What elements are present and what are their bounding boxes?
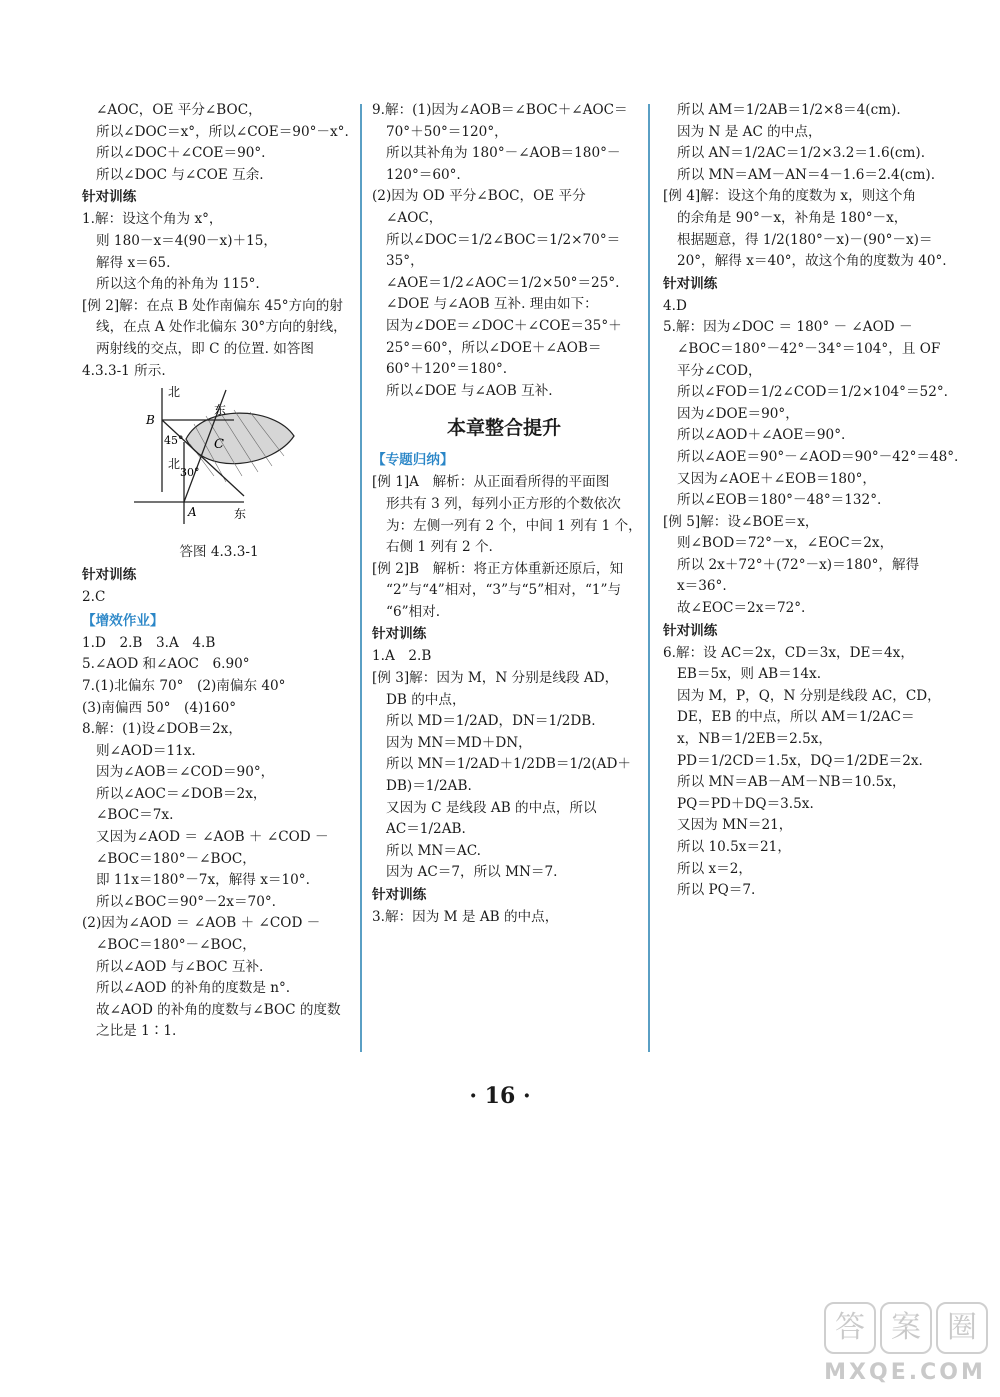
text-line: 又因为∠AOE＋∠EOB＝180°， (677, 470, 877, 487)
text-line: 20°，解得 x＝40°，故这个角的度数为 40°. (677, 253, 947, 270)
text-line: 所以 MN＝1/2AD＋1/2DB＝1/2(AD＋ (386, 756, 631, 773)
text-line: [例 3]解：因为 M，N 分别是线段 AD， (372, 670, 619, 687)
text-line: (3)南偏西 50° (4)160° (82, 699, 237, 716)
label-point-a: A (188, 505, 197, 520)
column-right (663, 100, 959, 902)
text-line: 所以这个角的补角为 115°. (96, 276, 260, 293)
text-line: 线，在点 A 处作北偏东 30°方向的射线， (96, 319, 347, 336)
text-block (372, 907, 636, 929)
text-line: 所以∠DOC＋∠COE＝90°. (96, 145, 266, 162)
text-line: 两射线的交点，即 C 的位置. 如答图 (96, 340, 314, 357)
text-line: [例 5]解：设∠BOE＝x， (663, 513, 819, 530)
text-line: 又因为∠AOD ＝ ∠AOB ＋ ∠COD － (96, 829, 329, 846)
text-line: 所以∠DOC＝x°，所以∠COE＝90°－x°. (96, 123, 349, 140)
text-line: 所以 x＝2， (677, 860, 753, 877)
text-line: 所以 10.5x＝21， (677, 839, 791, 855)
text-line: 根据题意，得 1/2(180°－x)－(90°－x)＝ (677, 231, 933, 248)
text-line: 所以 AN＝1/2AC＝1/2×3.2＝1.6(cm). (677, 145, 926, 162)
text-line: 6.解：设 AC＝2x，CD＝3x，DE＝4x， (663, 644, 914, 661)
text-block (82, 209, 350, 382)
text-line: [例 2]解：在点 B 处作南偏东 45°方向的射 (82, 297, 343, 314)
text-line: 所以 AM＝1/2AB＝1/2×8＝4(cm). (677, 102, 901, 118)
text-line: 因为∠AOB＝∠COD＝90°， (96, 764, 275, 781)
text-line: 所以 2x＋72°＋(72°－x)＝180°，解得 (677, 556, 920, 573)
text-line: 因为 AC＝7，所以 MN＝7. (386, 864, 558, 881)
text-line: 故∠EOC＝2x＝72°. (677, 600, 806, 617)
text-line: 所以其补角为 180°－∠AOB＝180°－ (386, 145, 621, 162)
text-line: 因为∠DOE＝∠DOC＋∠COE＝35°＋ (386, 317, 622, 334)
text-line: [例 4]解：设这个角的度数为 x，则这个角 (663, 188, 917, 205)
text-block (663, 100, 947, 273)
text-line: 之比是 1∶1. (96, 1023, 177, 1040)
text-line: 8.解：(1)设∠DOB＝2x， (82, 721, 242, 738)
label-point-c: C (214, 437, 224, 453)
text-line: 的余角是 90°－x，补角是 180°－x， (677, 209, 908, 226)
text-line: 为：左侧一列有 2 个，中间 1 列有 1 个， (386, 517, 642, 534)
text-line: 因为∠DOE＝90°， (677, 405, 799, 422)
text-line: 120°＝60°. (386, 166, 461, 183)
text-line: DB)＝1/2AB. (386, 778, 472, 795)
text-block (372, 646, 636, 884)
text-line: 所以∠DOC 与∠COE 互余. (96, 166, 264, 183)
text-block (82, 633, 350, 1043)
section-heading: 针对训练 (82, 189, 137, 206)
text-line: 3.解：因为 M 是 AB 的中点， (372, 909, 559, 925)
text-line: 所以∠FOD＝1/2∠COD＝1/2×104°＝52°. (677, 384, 948, 401)
text-line: 所以 MD＝1/2AD，DN＝1/2DB. (386, 713, 596, 730)
text-line: ∠BOC＝180°－∠BOC， (96, 850, 256, 867)
watermark-glyph: 答 (824, 1302, 876, 1354)
text-line: 则∠AOD＝11x. (96, 742, 196, 759)
section-heading: 针对训练 (663, 622, 718, 639)
text-line: 平分∠COD， (677, 362, 762, 379)
column-divider (360, 104, 362, 1052)
text-line: DE，EB 的中点，所以 AM＝1/2AC＝ (677, 709, 915, 726)
section-heading: 针对训练 (372, 626, 427, 643)
text-block (663, 296, 959, 620)
watermark-glyph: 圈 (936, 1302, 988, 1354)
topic-tag: 【专题归纳】 (372, 452, 454, 469)
direction-diagram (134, 384, 304, 534)
column-middle (372, 100, 642, 929)
label-angle-45: 45° (164, 434, 184, 448)
label-point-b: B (146, 413, 155, 428)
text-line: 解得 x＝65. (96, 254, 171, 271)
figure-caption: 答图 4.3.3-1 (179, 544, 259, 561)
text-line: 1.A 2.B (372, 648, 432, 665)
text-line: ∠BOC＝7x. (96, 807, 174, 824)
text-line: 所以 PQ＝7. (677, 882, 756, 899)
text-line: 所以 MN＝AB－AM－NB＝10.5x， (677, 774, 906, 791)
section-heading: 针对训练 (663, 275, 718, 292)
text-line: 1.D 2.B 3.A 4.B (82, 634, 216, 651)
text-line: x＝36°. (677, 578, 727, 595)
text-line: DB 的中点， (386, 691, 466, 708)
text-line: ∠DOE 与∠AOB 互补. 理由如下： (386, 296, 598, 313)
text-line: 所以 MN＝AC. (386, 842, 481, 859)
section-heading: 针对训练 (372, 887, 427, 903)
text-block (372, 100, 636, 402)
text-line: 所以∠AOD＋∠AOE＝90°. (677, 427, 846, 444)
text-line: 9.解：(1)因为∠AOB＝∠BOC＋∠AOC＝ (372, 102, 628, 118)
text-line: 又因为 MN＝21， (677, 817, 793, 834)
text-line: 所以∠BOC＝90°－2x＝70°. (96, 893, 276, 910)
text-line: 则∠BOD＝72°－x，∠EOC＝2x， (677, 535, 894, 552)
text-line: 又因为 C 是线段 AB 的中点，所以 (386, 799, 597, 816)
text-line: 5.解：因为∠DOC ＝ 180° － ∠AOD － (663, 319, 913, 336)
column-left (82, 100, 350, 1043)
text-line: PQ＝PD＋DQ＝3.5x. (677, 795, 814, 812)
label-east-bottom: 东 (234, 507, 247, 522)
text-line: [例 2]B 解析：将正方体重新还原后，知 (372, 560, 624, 577)
homework-tag: 【增效作业】 (82, 612, 164, 629)
text-line: 4.D (663, 297, 687, 314)
text-line: x，NB＝1/2EB＝2.5x， (677, 731, 833, 748)
answer-line: 2.C (82, 589, 106, 606)
text-line: 故∠AOD 的补角的度数与∠BOC 的度数 (96, 1001, 341, 1018)
text-line: 70°＋50°＝120°， (386, 123, 508, 140)
label-east-top: 东 (214, 403, 227, 418)
watermark-glyph: 案 (880, 1302, 932, 1354)
text-block (372, 472, 642, 623)
page-number: · 16 · (469, 1083, 531, 1109)
text-line: ∠AOC，OE 平分∠BOC， (96, 102, 262, 118)
text-line: 所以∠DOE 与∠AOB 互补. (386, 382, 553, 399)
text-line: AC＝1/2AB. (386, 821, 466, 838)
figure-4-3-3-1 (134, 384, 304, 564)
text-line: (2)因为∠AOD ＝ ∠AOB ＋ ∠COD － (82, 915, 321, 932)
text-line: “6”相对. (386, 603, 441, 620)
text-line: “2”与“4”相对，“3”与“5”相对，“1”与 (386, 582, 622, 599)
label-angle-30: 30° (180, 466, 200, 480)
text-line: 因为 MN＝MD＋DN， (386, 734, 532, 751)
text-line: 35°， (386, 253, 424, 270)
text-line: 因为 M，P，Q，N 分别是线段 AC，CD， (677, 687, 941, 704)
text-line: ∠AOC， (386, 209, 443, 226)
text-line: [例 1]A 解析：从正面看所得的平面图 (372, 474, 610, 491)
section-heading: 针对训练 (82, 567, 137, 584)
text-block (663, 643, 941, 902)
text-line: 所以 MN＝AM－AN＝4－1.6＝2.4(cm). (677, 166, 936, 183)
label-north-bottom: 北 (168, 457, 181, 472)
text-line: 7.(1)北偏东 70° (2)南偏东 40° (82, 677, 286, 694)
site-watermark (820, 1298, 990, 1388)
text-line: 因为 N 是 AC 的中点， (677, 123, 822, 140)
text-line: 60°＋120°＝180°. (386, 361, 508, 378)
text-line: 所以∠AOE＝90°－∠AOD＝90°－42°＝48°. (677, 448, 959, 465)
text-line: (2)因为 OD 平分∠BOC，OE 平分 (372, 188, 586, 205)
label-north-top: 北 (168, 385, 181, 400)
text-line: ∠BOC＝180°－42°－34°＝104°，且 OF (677, 340, 941, 357)
text-line: 所以∠AOD 与∠BOC 互补. (96, 958, 264, 975)
text-line: 所以∠AOC＝∠DOB＝2x， (96, 785, 267, 802)
text-line: 则 180－x＝4(90－x)＋15， (96, 232, 278, 249)
text-line: 即 11x＝180°－7x，解得 x＝10°. (96, 872, 310, 889)
text-line: 右侧 1 列有 2 个. (386, 539, 493, 556)
text-line: EB＝5x，则 AB＝14x. (677, 666, 822, 683)
watermark-site: MXQE.COM (824, 1360, 986, 1385)
text-line: ∠AOE＝1/2∠AOC＝1/2×50°＝25°. (386, 274, 620, 291)
text-block (82, 100, 350, 186)
text-line: 所以∠AOD 的补角的度数是 n°. (96, 980, 291, 997)
text-line: ∠BOC＝180°－∠BOC， (96, 937, 256, 954)
text-line: 25°＝60°，所以∠DOE＋∠AOB＝ (386, 339, 602, 356)
text-line: 形共有 3 列，每列小正方形的个数依次 (386, 495, 621, 512)
column-divider (648, 104, 650, 1052)
text-line: 5.∠AOD 和∠AOC 6.90° (82, 656, 250, 673)
chapter-title: 本章整合提升 (446, 417, 561, 440)
text-line: 所以∠EOB＝180°－48°＝132°. (677, 492, 882, 509)
text-line: 4.3.3-1 所示. (82, 362, 166, 379)
text-line: 1.解：设这个角为 x°， (82, 211, 223, 228)
text-line: PD＝1/2CD＝1.5x，DQ＝1/2DE＝2x. (677, 752, 923, 769)
text-line: 所以∠DOC＝1/2∠BOC＝1/2×70°＝ (386, 231, 621, 248)
